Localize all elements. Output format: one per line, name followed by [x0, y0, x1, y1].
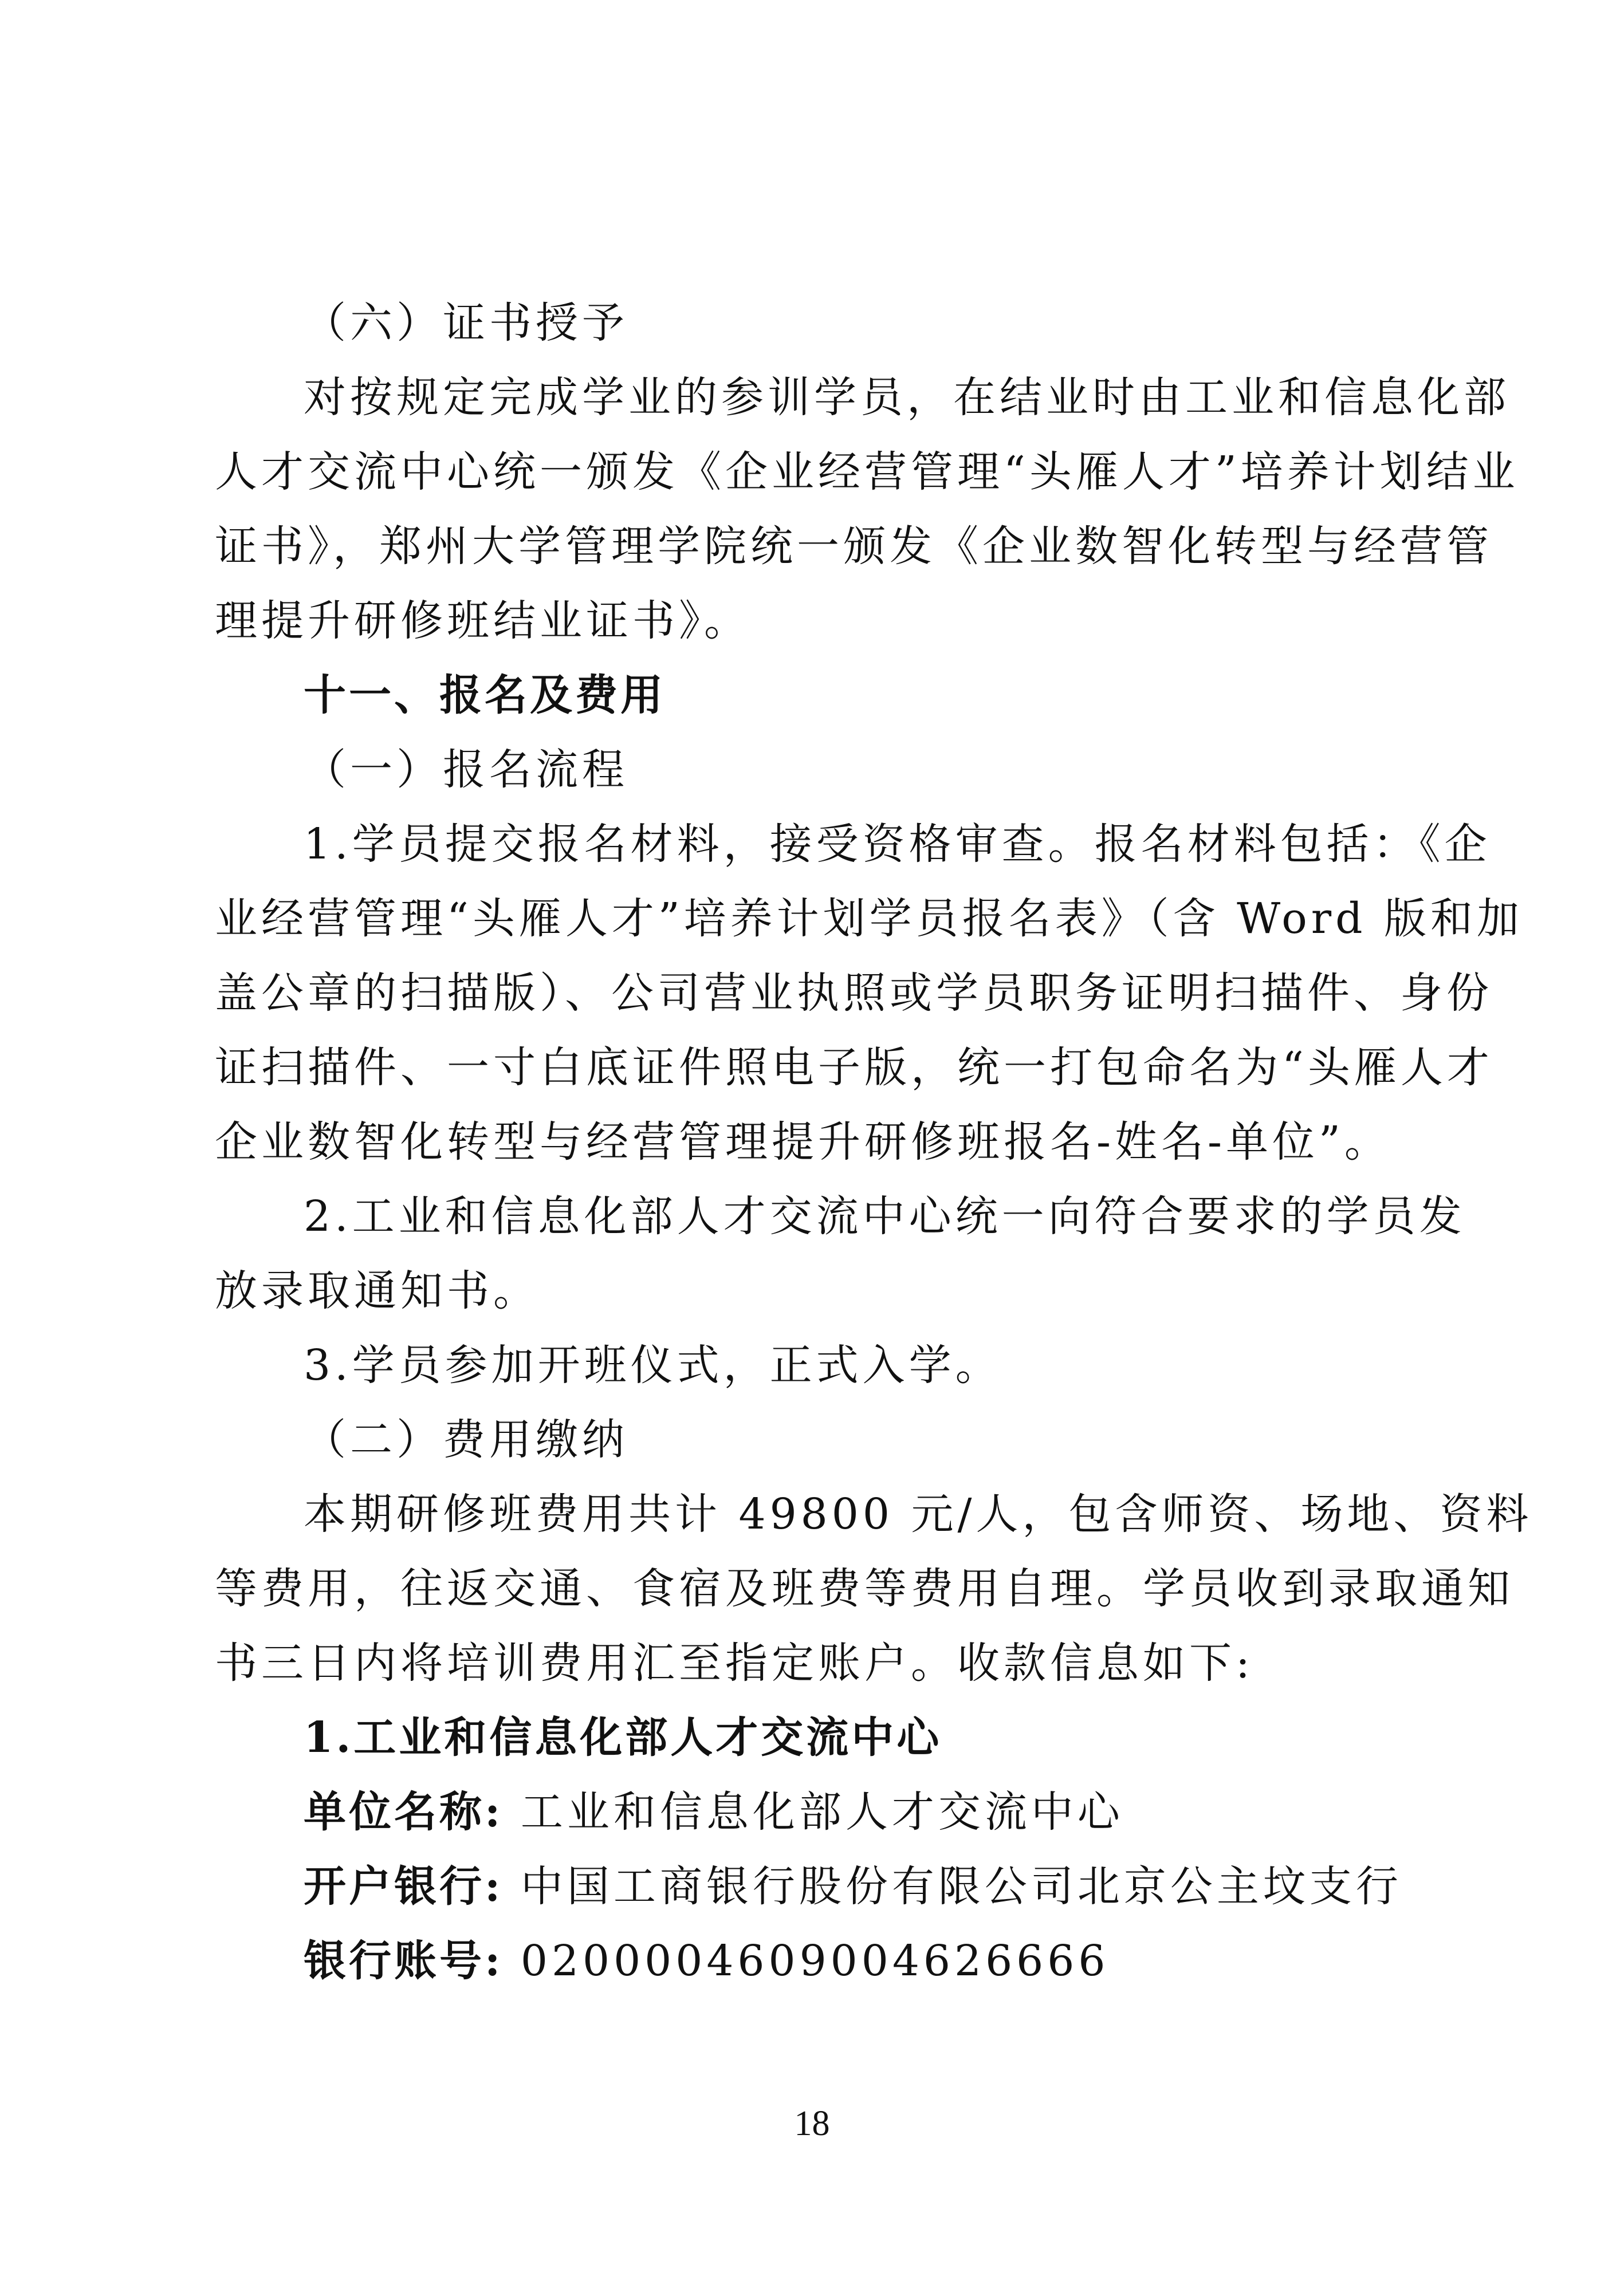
- payee-organization-heading: 1.工业和信息化部人才交流中心: [304, 1713, 942, 1762]
- fee-paragraph-line-1: 本期研修班费用共计 49800 元/人，包含师资、场地、资料: [304, 1490, 1533, 1539]
- account-value: 0200004609004626666: [520, 1936, 1110, 1986]
- account-label: 银行账号:: [304, 1936, 504, 1986]
- unit-name-label: 单位名称:: [304, 1787, 504, 1837]
- registration-step-1-line-1: 1.学员提交报名材料，接受资格审查。报名材料包括：《企: [304, 820, 1491, 869]
- certificate-paragraph-line-3: 证书》，郑州大学管理学院统一颁发《企业数智化转型与经营管: [215, 522, 1493, 571]
- certificate-paragraph-line-4: 理提升研修班结业证书》。: [215, 596, 750, 645]
- registration-step-2-line-1: 2.工业和信息化部人才交流中心统一向符合要求的学员发: [304, 1192, 1466, 1241]
- payment-bank-row: [304, 1860, 1412, 1913]
- certificate-paragraph-line-2: 人才交流中心统一颁发《企业经营管理“头雁人才”培养计划结业: [215, 447, 1519, 497]
- registration-step-2-line-2: 放录取通知书。: [215, 1266, 540, 1316]
- payment-account-row: [304, 1935, 1412, 1987]
- certificate-subheading: （六）证书授予: [304, 298, 628, 348]
- fee-paragraph-line-3: 书三日内将培训费用汇至指定账户。收款信息如下:: [215, 1639, 1254, 1688]
- payment-unit-row: [304, 1786, 1412, 1838]
- bank-label: 开户银行:: [304, 1862, 504, 1911]
- registration-process-subheading: （一）报名流程: [304, 745, 628, 794]
- page-number: 18: [794, 2104, 830, 2143]
- certificate-paragraph-line-1: 对按规定完成学业的参训学员，在结业时由工业和信息化部: [304, 373, 1510, 422]
- fee-payment-subheading: （二）费用缴纳: [304, 1415, 628, 1464]
- registration-step-1-line-2: 业经营管理“头雁人才”培养计划学员报名表》（含 Word 版和加: [215, 894, 1524, 943]
- registration-step-1-line-5: 企业数智化转型与经营管理提升研修班报名-姓名-单位”。: [215, 1117, 1391, 1167]
- registration-step-1-line-4: 证扫描件、一寸白底证件照电子版，统一打包命名为“头雁人才: [215, 1043, 1493, 1092]
- bank-value: 中国工商银行股份有限公司北京公主坟支行: [520, 1862, 1402, 1911]
- registration-step-3: 3.学员参加开班仪式，正式入学。: [304, 1341, 1002, 1390]
- fee-paragraph-line-2: 等费用，往返交通、食宿及班费等费用自理。学员收到录取通知: [215, 1564, 1514, 1613]
- unit-name-value: 工业和信息化部人才交流中心: [520, 1787, 1124, 1837]
- registration-fees-heading: 十一、报名及费用: [304, 671, 666, 720]
- registration-step-1-line-3: 盖公章的扫描版）、公司营业执照或学员职务证明扫描件、身份: [215, 968, 1493, 1018]
